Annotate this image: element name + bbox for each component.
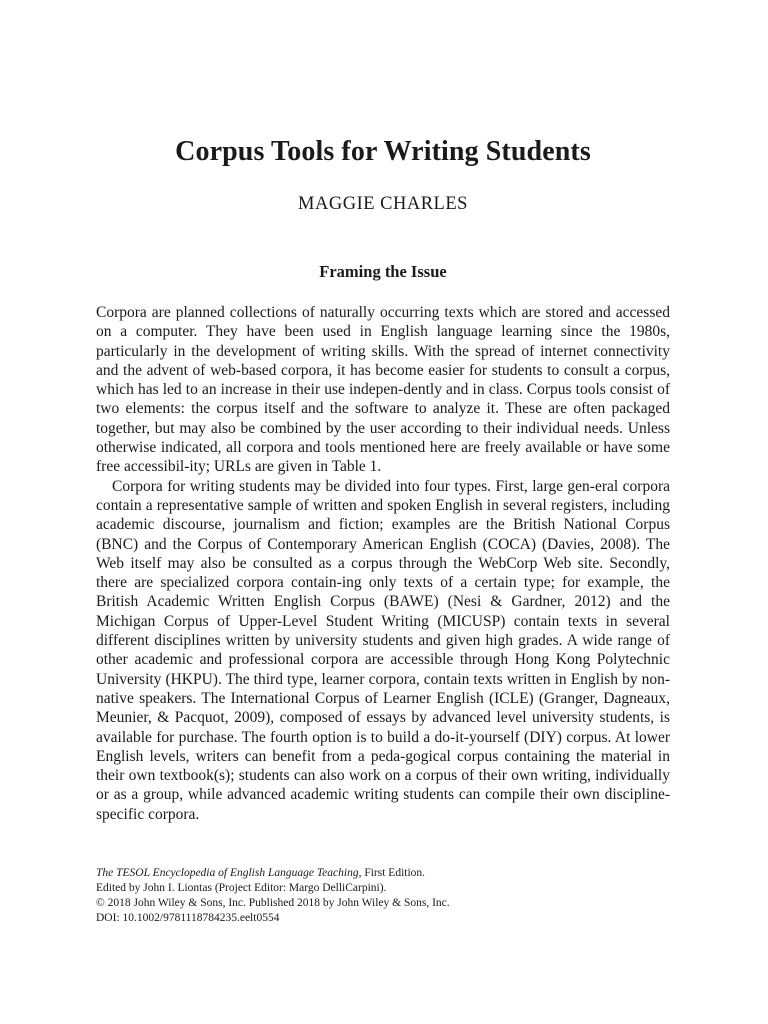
footer-editors: Edited by John I. Liontas (Project Editor: Margo DelliCarpini). <box>96 882 387 894</box>
body-text <box>96 303 670 824</box>
footer-book-title: The TESOL Encyclopedia of English Language Teaching <box>96 867 359 879</box>
section-heading: Framing the Issue <box>319 262 447 281</box>
footer-copyright: © 2018 John Wiley & Sons, Inc. Published 2018 by John Wiley & Sons, Inc. <box>96 897 450 909</box>
paragraph-2: Corpora for writing students may be divided into four types. First, large gen-eral corpora contain a representative sample of written and spoken English in several registers, including academic discourse, journalism and fiction; examples are the British National Corpus (BNC) and the Corpus of Contemporary American English (COCA) (Davies, 2008). The Web itself may also be consulted as a corpus through the WebCorp Web site. Secondly, there are specialized corpora contain-ing only texts of a certain type; for example, the British Academic Written English Corpus (BAWE) (Nesi & Gardner, 2012) and the Michigan Corpus of Upper-Level Student Writing (MICUSP) contain texts in several different disciplines written by university students and given high grades. A wide range of other academic and professional corpora are accessible through Hong Kong Polytechnic University (HKPU). The third type, learner corpora, contain texts written in English by non-native speakers. The International Corpus of Learner English (ICLE) (Granger, Dagneaux, Meunier, & Pacquot, 2009), composed of essays by advanced level university students, is available for purchase. The fourth option is to build a do-it-yourself (DIY) corpus. At lower English levels, writers can benefit from a peda-gogical corpus containing the material in their own textbook(s); students can also work on a corpus of their own writing, individually or as a group, while advanced academic writing students can compile their own discipline-specific corpora. <box>96 477 670 823</box>
article-title: Corpus Tools for Writing Students <box>175 136 591 167</box>
document-page <box>96 0 670 1024</box>
footer-book-line <box>96 866 670 881</box>
author-name: MAGGIE CHARLES <box>298 194 468 214</box>
publication-footer <box>96 866 670 926</box>
paragraph-1: Corpora are planned collections of naturally occurring texts which are stored and accessed on a computer. They have been used in English language learning since the 1980s, particularly in the development of writing skills. With the spread of internet connectivity and the advent of web-based corpora, it has become easier for students to consult a corpus, which has led to an increase in their use indepen-dently and in class. Corpus tools consist of two elements: the corpus itself and the software to analyze it. These are often packaged together, but may also be combined by the user according to their individual needs. Unless otherwise indicated, all corpora and tools mentioned here are freely available or have some free accessibil-ity; URLs are given in Table 1. <box>96 304 670 476</box>
footer-doi: DOI: 10.1002/9781118784235.eelt0554 <box>96 912 280 924</box>
footer-edition: , First Edition. <box>358 867 426 879</box>
